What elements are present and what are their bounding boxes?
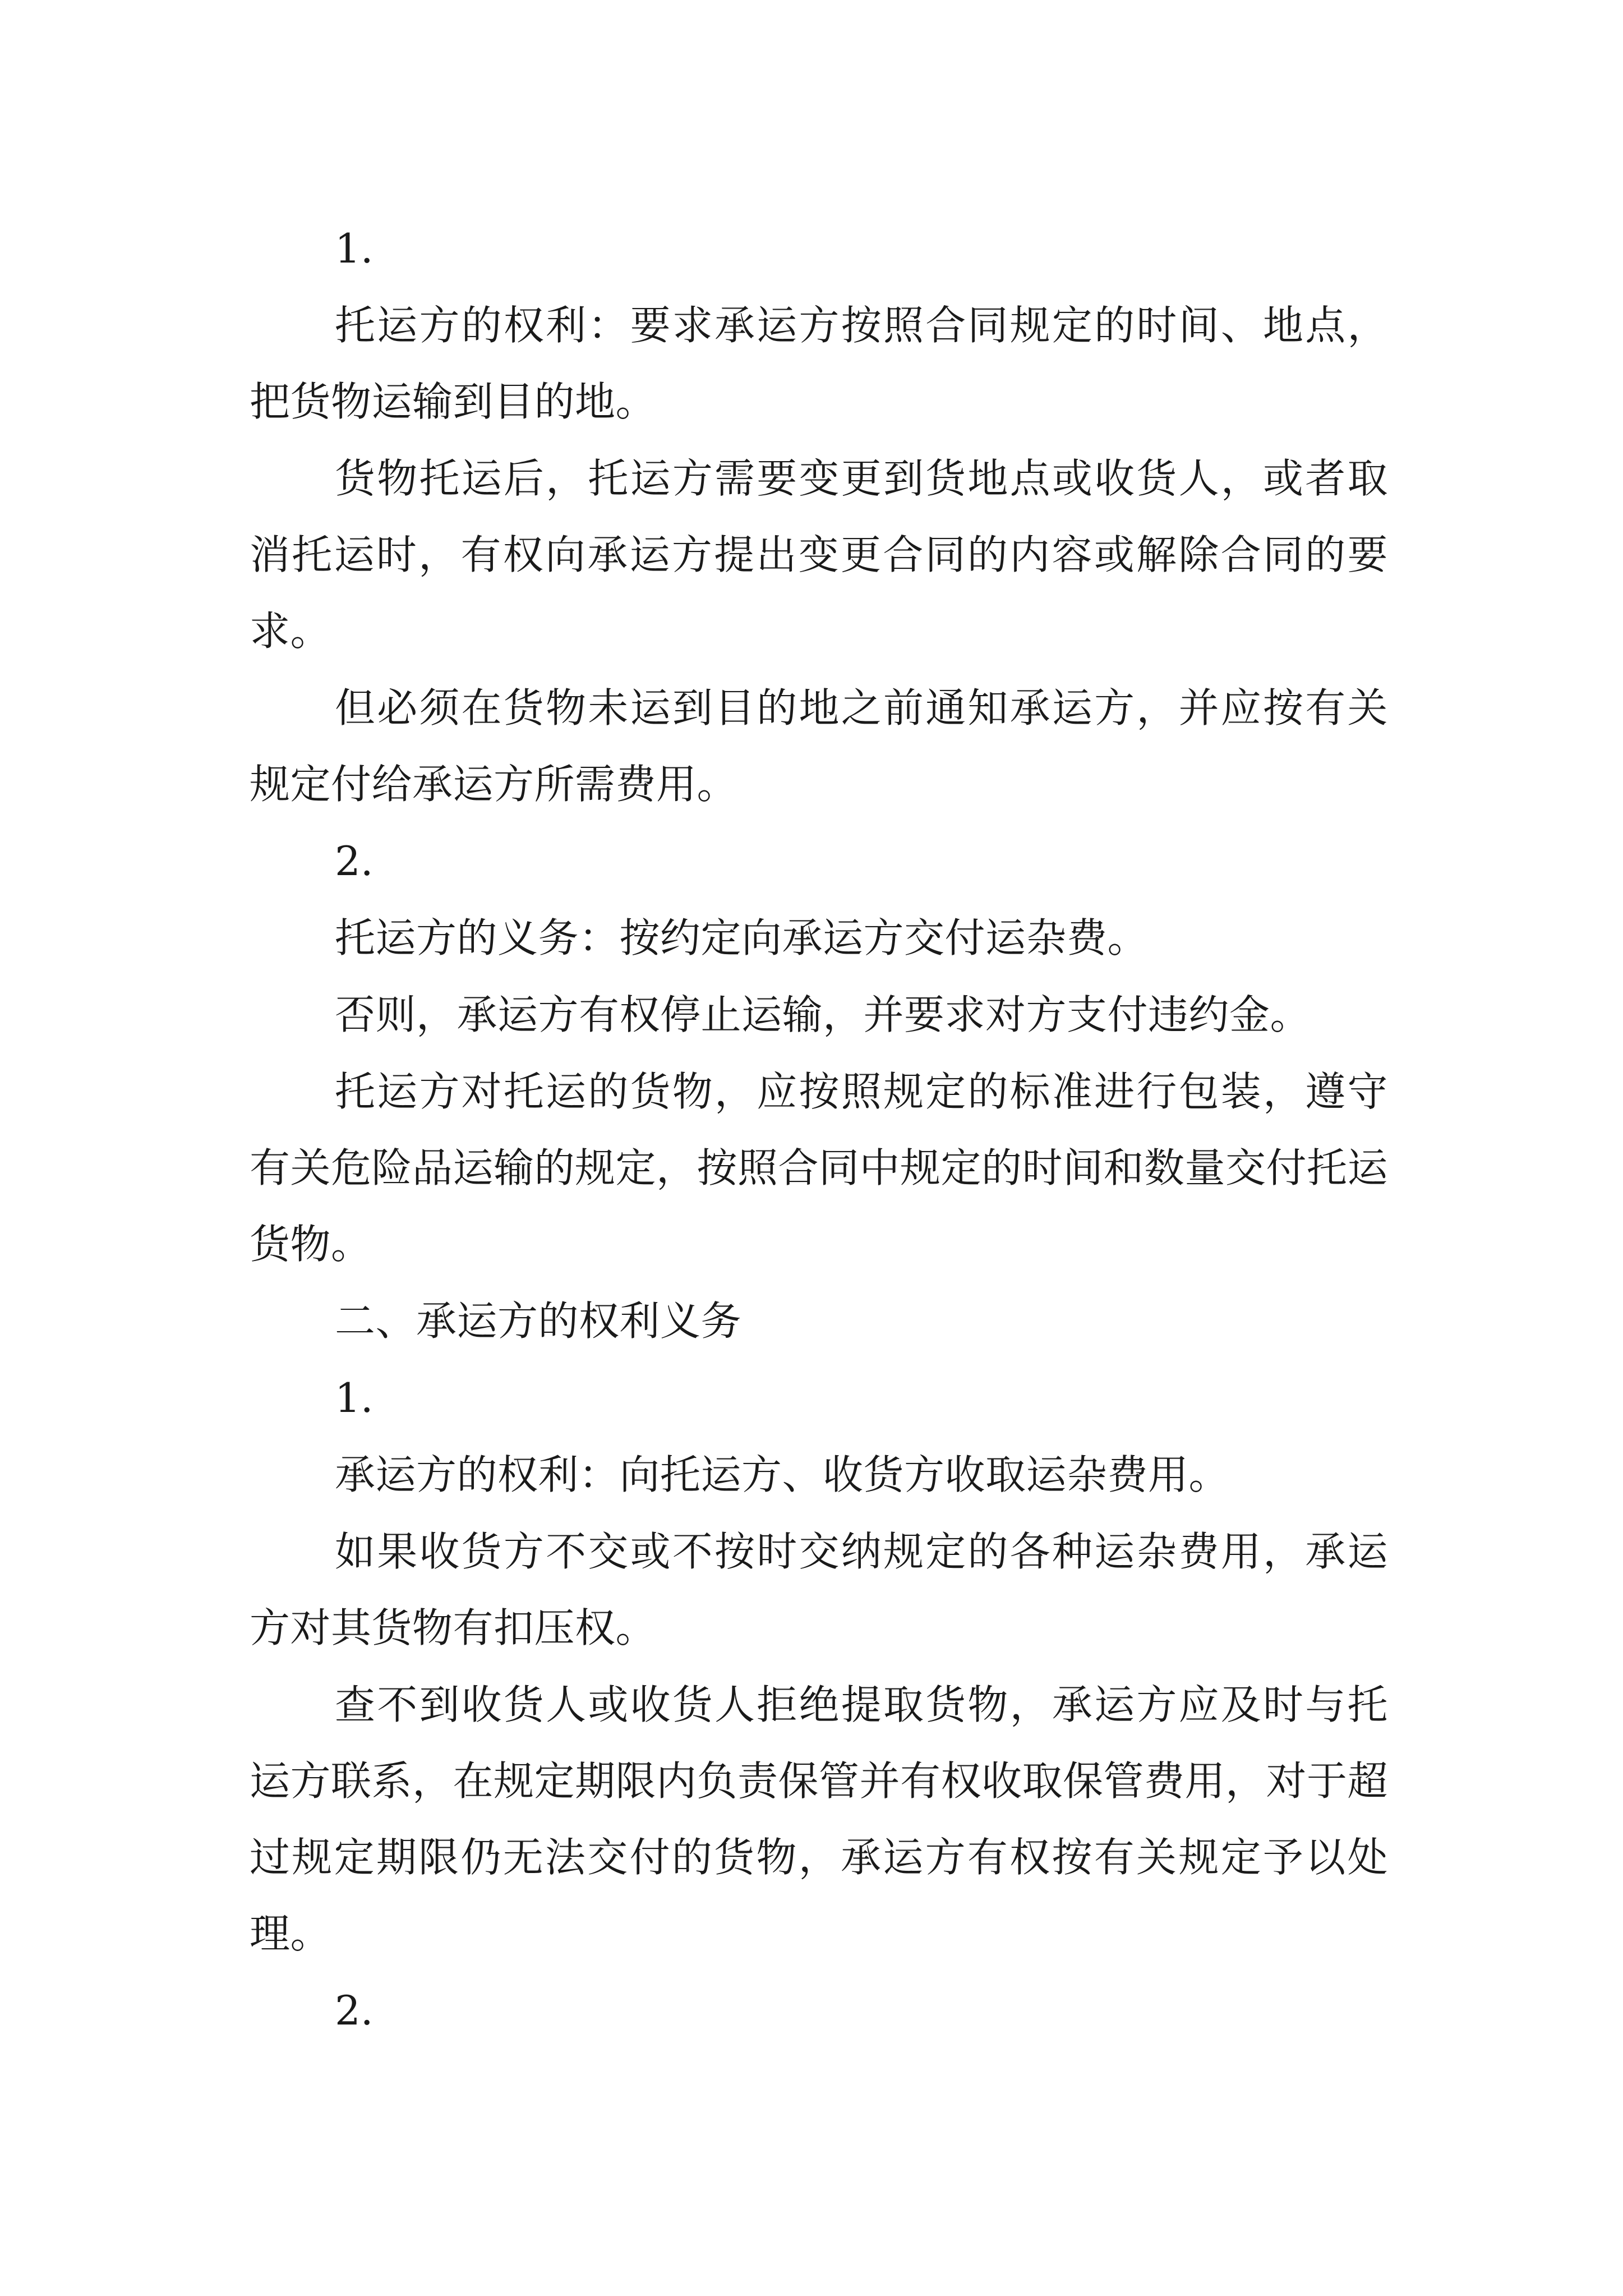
section-number-2: 2.	[335, 838, 374, 885]
consignor-change-paragraph: 货物托运后，托运方需要变更到货地点或收货人，或者取消托运时，有权向承运方提出变更合同的内容或解除合同的要求。	[250, 455, 1388, 655]
consignor-rights-paragraph: 托运方的权利：要求承运方按照合同规定的时间、地点，把货物运输到目的地。	[250, 302, 1388, 425]
section-number-1: 1.	[335, 225, 374, 272]
consignor-notice-paragraph: 但必须在货物未运到目的地之前通知承运方，并应按有关规定付给承运方所需费用。	[250, 684, 1388, 808]
carrier-stop-paragraph: 否则，承运方有权停止运输，并要求对方支付违约金。	[335, 991, 1311, 1038]
consignor-obligations-paragraph: 托运方的义务：按约定向承运方交付运杂费。	[335, 914, 1149, 961]
section-heading-carrier: 二、承运方的权利义务	[335, 1297, 742, 1345]
carrier-lien-paragraph: 如果收货方不交或不按时交纳规定的各种运杂费用，承运方对其货物有扣压权。	[250, 1528, 1388, 1651]
document-body	[250, 210, 1388, 2049]
consignor-packaging-paragraph: 托运方对托运的货物，应按照规定的标准进行包装，遵守有关危险品运输的规定，按照合同中规定的时间和数量交付托运货物。	[250, 1068, 1389, 1268]
carrier-storage-paragraph: 查不到收货人或收货人拒绝提取货物，承运方应及时与托运方联系，在规定期限内负责保管并有权收取保管费用，对于超过规定期限仍无法交付的货物，承运方有权按有关规定予以处理。	[250, 1681, 1389, 1957]
section-number-1-carrier: 1.	[335, 1374, 374, 1421]
section-number-2-carrier: 2.	[335, 1987, 374, 2034]
carrier-rights-paragraph: 承运方的权利：向托运方、收货方收取运杂费用。	[335, 1451, 1230, 1498]
